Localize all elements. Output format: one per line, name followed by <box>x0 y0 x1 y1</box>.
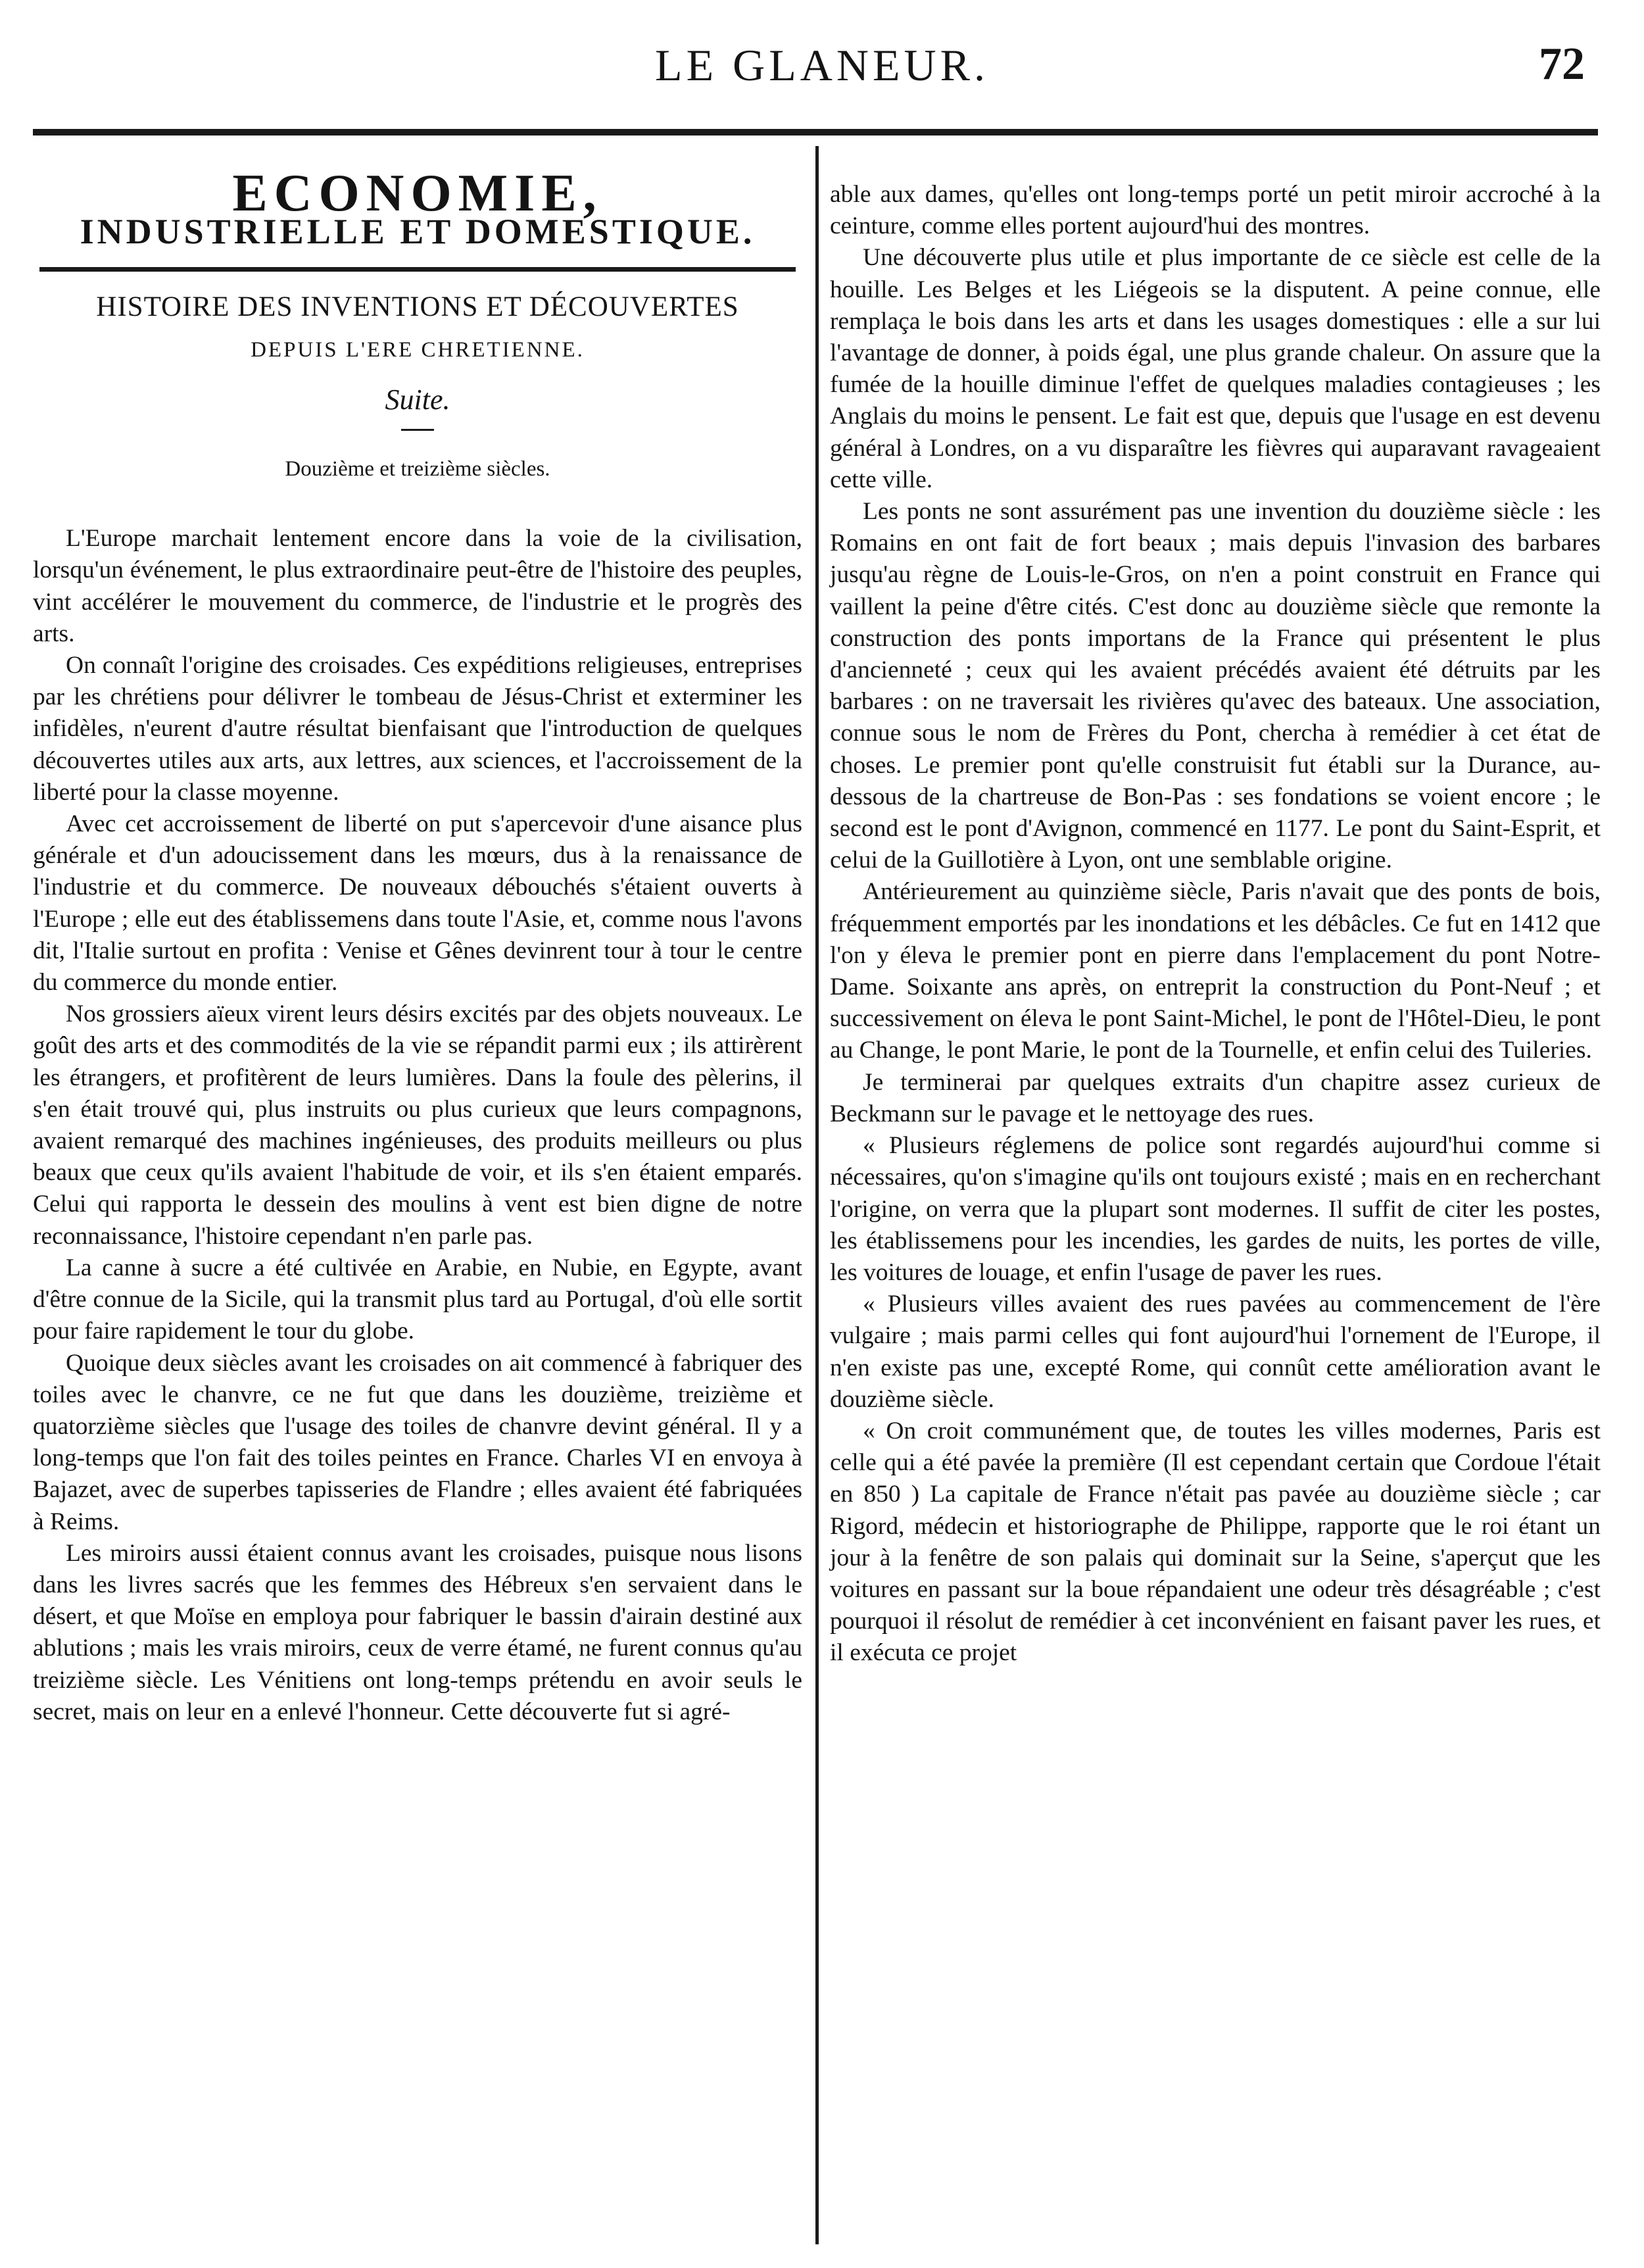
article-title: HISTOIRE DES INVENTIONS ET DÉCOUVERTES <box>96 291 739 323</box>
left-column <box>33 164 802 1728</box>
section-subtitle: INDUSTRIELLE ET DOMESTIQUE. <box>80 212 756 252</box>
running-header-title: LE GLANEUR. <box>655 40 989 90</box>
paragraph: Les miroirs aussi étaient connus avant les croisades, puisque nous lisons dans les livres sacrés que les femmes des Hébreux s'en servaient dans le désert, et que Moïse en employa pour fabriquer le bassin d'airain destiné aux ablutions ; mais les vrais miroirs, ceux de verre étamé, ne furent connus qu'au treizième siècle. Les Vénitiens ont long-temps prétendu en avoir seuls le secret, mais on leur en a enlevé l'honneur. Cette découverte fut si agré- <box>33 1539 802 1725</box>
paragraph: On connaît l'origine des croisades. Ces expéditions religieuses, entreprises par les chrétiens pour délivrer le tombeau de Jésus-Christ et exterminer les infidèles, n'eurent d'autre résultat bienfaisant que l'introduction de quelques découvertes utiles aux arts, aux lettres, aux sciences, et l'accroissement de la liberté pour la classe moyenne. <box>33 652 802 806</box>
column-divider <box>815 146 819 2244</box>
paragraph: able aux dames, qu'elles ont long-temps porté un petit miroir accroché à la ceinture, comme elles portent aujourd'hui des montres. <box>830 181 1601 240</box>
paragraph: « On croit communément que, de toutes les villes modernes, Paris est celle qui a été pavée la première (Il est cependant certain que Cordoue l'était en 850 ) La capitale de France n'était pas pavée au douzième siècle ; car Rigord, médecin et historiographe de Philippe, rapporte que le roi étant un jour à la fenêtre de son palais qui dominait sur la Seine, s'aperçut que les voitures en passant sur la boue répandaient une odeur très désagréable ; c'est pourquoi il résolut de remédier à cet inconvénient en faisant paver les rues, et il exécuta ce projet <box>830 1417 1601 1667</box>
short-rule <box>401 429 434 431</box>
paragraph: « Plusieurs réglemens de police sont regardés aujourd'hui comme si nécessaires, qu'on s'imagine qu'ils ont toujours existé ; mais en en recherchant l'origine, on verra que la plupart sont modernes. Il suffit de citer les postes, les établissemens pour les incendies, les gardes de nuits, les portes de ville, les voitures de louage, et enfin l'usage de paver les rues. <box>830 1132 1601 1286</box>
section-title: ECONOMIE, <box>232 164 603 222</box>
paragraph: Les ponts ne sont assurément pas une invention du douzième siècle : les Romains en ont fait de fort beaux ; mais depuis l'invasion des barbares jusqu'au règne de Louis-le-Gros, on n'en a point construit en France qui vaillent la peine d'être cités. C'est donc au douzième siècle que remonte la construction des ponts importans de la France qui présentent le plus d'ancienneté ; ceux qui les avaient précédés avaient été détruits par les barbares : on ne traversait les rivières qu'avec des bateaux. Une association, connue sous le nom de Frères du Pont, chercha à remédier à cet état de choses. Le premier pont qu'elle construisit fut établi sur la Durance, au-dessous de la chartreuse de Bon-Pas : ses fondations se voient encore ; le second est le pont d'Avignon, commencé en 1177. Le pont du Saint-Esprit, et celui de la Guillotière à Lyon, ont une semblable origine. <box>830 498 1601 874</box>
paragraph: Une découverte plus utile et plus importante de ce siècle est celle de la houille. Les Belges et les Liégeois se la disputent. A peine connue, elle remplaça le bois dans les arts et dans les usages domestiques : elle a sur lui l'avantage de donner, à poids égal, une plus grande chaleur. On assure que la fumée de la houille diminue l'effet de quelques maladies contagieuses ; les Anglais du moins le pensent. Le fait est que, depuis que l'usage en est devenu général à Londres, on a vu disparaître les fièvres qui auparavant ravageaient cette ville. <box>830 244 1601 493</box>
article-subtitle: DEPUIS L'ERE CHRETIENNE. <box>251 337 585 362</box>
paragraph: Avec cet accroissement de liberté on put s'apercevoir d'une aisance plus générale et d'un adoucissement dans les mœurs, dus à la renaissance de l'industrie et du commerce. De nouveaux débouchés s'étaient ouverts à l'Europe ; elle eut des établissemens dans toute l'Asie, et, comme nous l'avons dit, l'Italie surtout en profita : Venise et Gênes devinrent tour à tour le centre du commerce du monde entier. <box>33 810 802 997</box>
section-rule <box>39 267 796 272</box>
paragraph: La canne à sucre a été cultivée en Arabie, en Nubie, en Egypte, avant d'être connue de la Sicile, qui la transmit plus tard au Portugal, d'où elle sortit pour faire rapidement le tour du globe. <box>33 1254 802 1345</box>
paragraph: L'Europe marchait lentement encore dans la voie de la civilisation, lorsqu'un événement, le plus extraordinaire peut-être de l'histoire des peuples, vint accélérer le mouvement du commerce, de l'industrie et le progrès des arts. <box>33 525 802 647</box>
suite-label: Suite. <box>385 383 450 416</box>
header-rule <box>33 129 1598 136</box>
section-centuries-heading: Douzième et treizième siècles. <box>285 457 550 481</box>
paragraph: Je terminerai par quelques extraits d'un chapitre assez curieux de Beckmann sur le pavage et le nettoyage des rues. <box>830 1068 1601 1127</box>
paragraph: Nos grossiers aïeux virent leurs désirs excités par des objets nouveaux. Le goût des arts et des commodités de la vie se répandit parmi eux ; ils attirèrent les étrangers, et profitèrent de leurs lumières. Dans la foule des pèlerins, il s'en était trouvé qui, plus instruits ou plus curieux que leurs compagnons, avaient remarqué des machines ingénieuses, des produits meilleurs ou plus beaux que ceux qu'ils avaient l'habitude de voir, et ils s'en étaient emparés. Celui qui rapporta le dessein des moulins à vent est bien digne de notre reconnaissance, l'histoire cependant n'en parle pas. <box>33 1000 802 1250</box>
paragraph: « Plusieurs villes avaient des rues pavées au commencement de l'ère vulgaire ; mais parmi celles qui font aujourd'hui l'ornement de l'Europe, il n'en existe pas une, excepté Rome, qui connût cette amélioration avant le douzième siècle. <box>830 1291 1601 1413</box>
paragraph: Quoique deux siècles avant les croisades on ait commencé à fabriquer des toiles avec le chanvre, ce ne fut que dans les douzième, treizième et quatorzième siècles que l'usage des toiles de chanvre devint général. Il y a long-temps que l'on fait des toiles peintes en France. Charles VI en envoya à Bajazet, avec de superbes tapisseries de Flandre ; elles avaient été fabriquées à Reims. <box>33 1349 802 1535</box>
paragraph: Antérieurement au quinzième siècle, Paris n'avait que des ponts de bois, fréquemment emportés par les inondations et les débâcles. Ce fut en 1412 que l'on y éleva le premier pont en pierre dans l'emplacement du pont Notre-Dame. Soixante ans après, on entreprit la construction du Pont-Neuf ; et successivement on éleva le pont Saint-Michel, le pont de l'Hôtel-Dieu, le pont au Change, le pont Marie, le pont de la Tournelle, et enfin celui des Tuileries. <box>830 878 1601 1064</box>
page-number: 72 <box>1539 39 1585 89</box>
right-column <box>830 179 1601 1669</box>
